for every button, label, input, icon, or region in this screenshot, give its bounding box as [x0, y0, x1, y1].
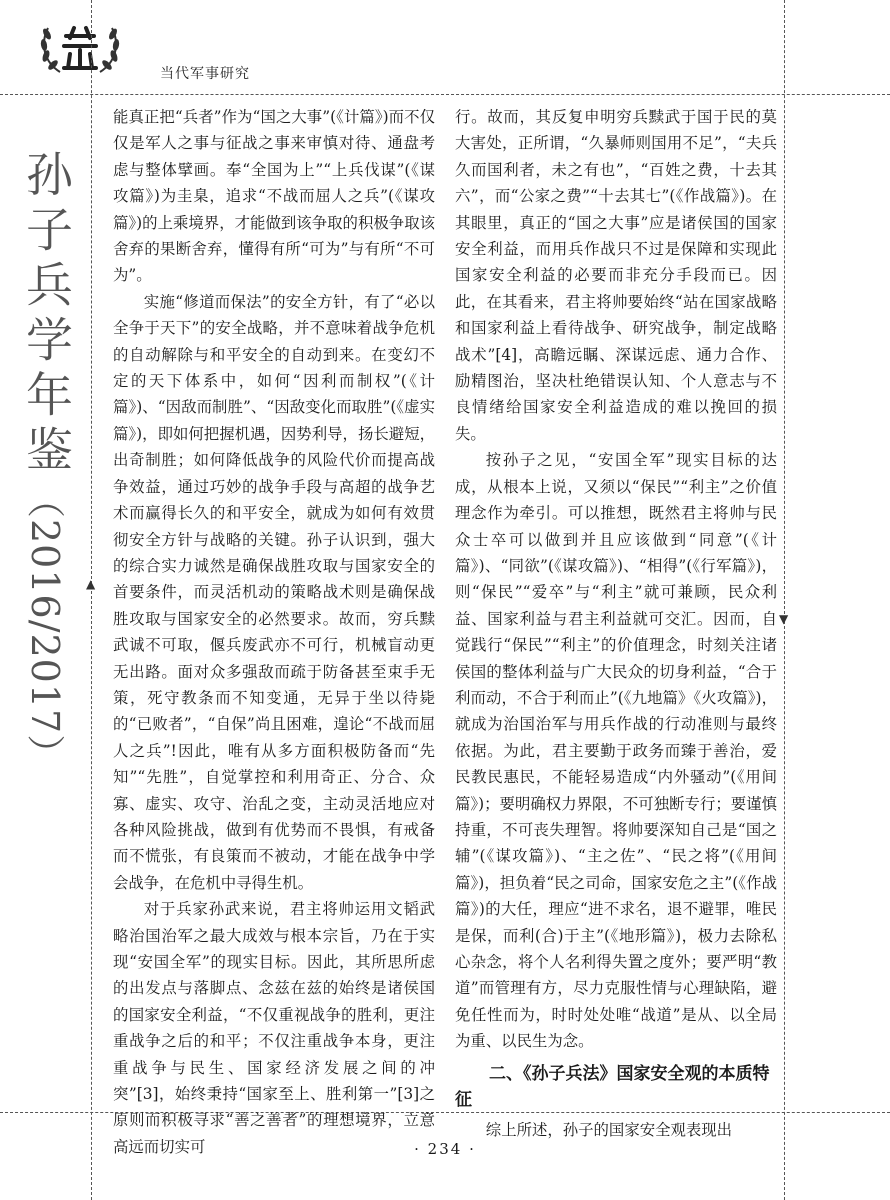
- paragraph: 行。故而，其反复申明穷兵黩武于国于民的莫大害处，正所谓，“久暴师则国用不足”，“夫兵久而国利者，未之有也”，“百姓之费，十去其六”，而“公家之费”“十去其七”(《作战篇》)。在其眼里，真正的“国之大事”应是诸侯国的国家安全利益，而用兵作战只不过是保障和实现此国家安全利益的必要而非充分手段而已。因此，在其看来，君主将帅要始终“站在国家战略和国家利益上看待战争、研究战争，制定战略战术”[4]，高瞻远瞩、深谋远虑、通力合作、励精图治，坚决杜绝错误认知、个人意志与不良情绪给国家安全利益造成的难以挽回的损失。: [455, 108, 777, 443]
- right-margin-guide: [784, 0, 785, 1200]
- paragraph: 综上所述，孙子的国家安全观表现出: [485, 1120, 733, 1139]
- journal-title: 当代军事研究: [160, 66, 250, 82]
- left-margin-guide: [91, 0, 92, 1200]
- section-heading: 二、《孙子兵法》国家安全观的本质特征: [455, 1063, 770, 1110]
- header-divider: [0, 94, 890, 95]
- paragraph: 能真正把“兵者”作为“国之大事”(《计篇》)而不仅仅是军人之事与征战之事来审慎对待、通盘考虑与整体擘画。奉“全国为上”“上兵伐谋”(《谋攻篇》)为圭臬，追求“不战而屈人之兵”(《谋攻篇》)的上乘境界，才能做到该争取的积极争取该舍弃的果断舍弃，懂得有所“可为”与有所“不可为”。: [113, 108, 435, 285]
- arrow-up-icon: ▲: [86, 577, 96, 591]
- arrow-down-icon: ▼: [779, 612, 789, 626]
- journal-logo-icon: [30, 10, 130, 80]
- paragraph: 按孙子之见，“安国全军”现实目标的达成，从根本上说，又须以“保民”“利主”之价值理念作为牵引。可以推想，既然君主将帅与民众士卒可以做到并且应该做到“同意”(《计篇》)、“同欲”(《谋攻篇》)、“相得”(《行军篇》)，则“保民”“爱卒”与“利主”就可兼顾，民众利益、国家利益与君主利益就可交汇。因而，自觉践行“保民”“利主”的价值理念，时刻关注诸侯国的整体利益与广大民众的切身利益，“合于利而动，不合于利而止”(《九地篇》《火攻篇》)，就成为治国治军与用兵作战的行动准则与最终依据。为此，君主要勤于政务而臻于善治，爱民教民惠民，不能轻易造成“内外骚动”(《用间篇》)；要明确权力界限，不可独断专行；要谨慎持重，不可丧失理智。将帅要深知自己是“国之辅”(《谋攻篇》)、“主之佐”、“民之将”(《用间篇》)，担负着“民之司命，国家安危之主”(《作战篇》)的大任，理应“进不求名，退不避罪，唯民是保，而利(合)于主”(《地形篇》)，极力去除私心杂念，将个人名利得失置之度外；要严明“教道”而管理有方，尽力克服性情与心理缺陷，避免任性而为，时时处处唯“战道”是从、以全局为重、以民生为念。: [455, 451, 777, 1051]
- yearbook-title-chars: 孙子兵学年鉴: [18, 150, 73, 480]
- paragraph: 对于兵家孙武来说，君主将帅运用文韬武略治国治军之最大成效与根本宗旨，乃在于实现“安国全军”的现实目标。因此，其所思所虑的出发点与落脚点、念兹在兹的始终是诸侯国的国家安全利益，“不仅重视战争的胜利，更注重战争之后的和平；不仅注重战争本身，更注重战争与民生、国家经济发展之间的冲突”[3]，始终秉持“国家至上、胜利第一”[3]之原则而积极寻求“善之善者”的理想境界，立意高远而切实可: [113, 900, 435, 1156]
- yearbook-year: （2016/2017）: [23, 480, 67, 774]
- paragraph: 实施“修道而保法”的安全方针，有了“必以全争于天下”的安全战略，并不意味着战争危机的自动解除与和平安全的自动到来。在变幻不定的天下体系中，如何“因利而制权”(《计篇》)、“因敌而制胜”、“因敌变化而取胜”(《虚实篇》)，即如何把握机遇，因势利导，扬长避短，出奇制胜；如何降低战争的风险代价而提高战争效益，通过巧妙的战争手段与高超的战争艺术而赢得长久的和平安全，就成为如何有效贯彻安全方针与战略的关键。孙子认识到，强大的综合实力诚然是确保战胜攻取与国家安全的首要条件，而灵活机动的策略战术则是确保战胜攻取与国家安全的必然要求。故而，穷兵黩武诚不可取，偃兵废武亦不可行，机械盲动更无出路。面对众多强敌而疏于防备甚至束手无策，死守教条而不知变通，无异于坐以待毙的“已败者”，“自保”尚且困难，遑论“不战而屈人之兵”!因此，唯有从多方面积极防备而“先知”“先胜”，自觉掌控和利用奇正、分合、众寡、虚实、攻守、治乱之变，主动灵活地应对各种风险挑战，做到有优势而不畏惧，有戒备而不慌张，有良策而不被动，才能在战争中学会战争，在危机中寻得生机。: [113, 292, 435, 892]
- yearbook-title: [12, 150, 78, 773]
- left-column: [113, 104, 435, 1160]
- right-column: [455, 104, 777, 1143]
- page-number: · 234 ·: [414, 1140, 476, 1158]
